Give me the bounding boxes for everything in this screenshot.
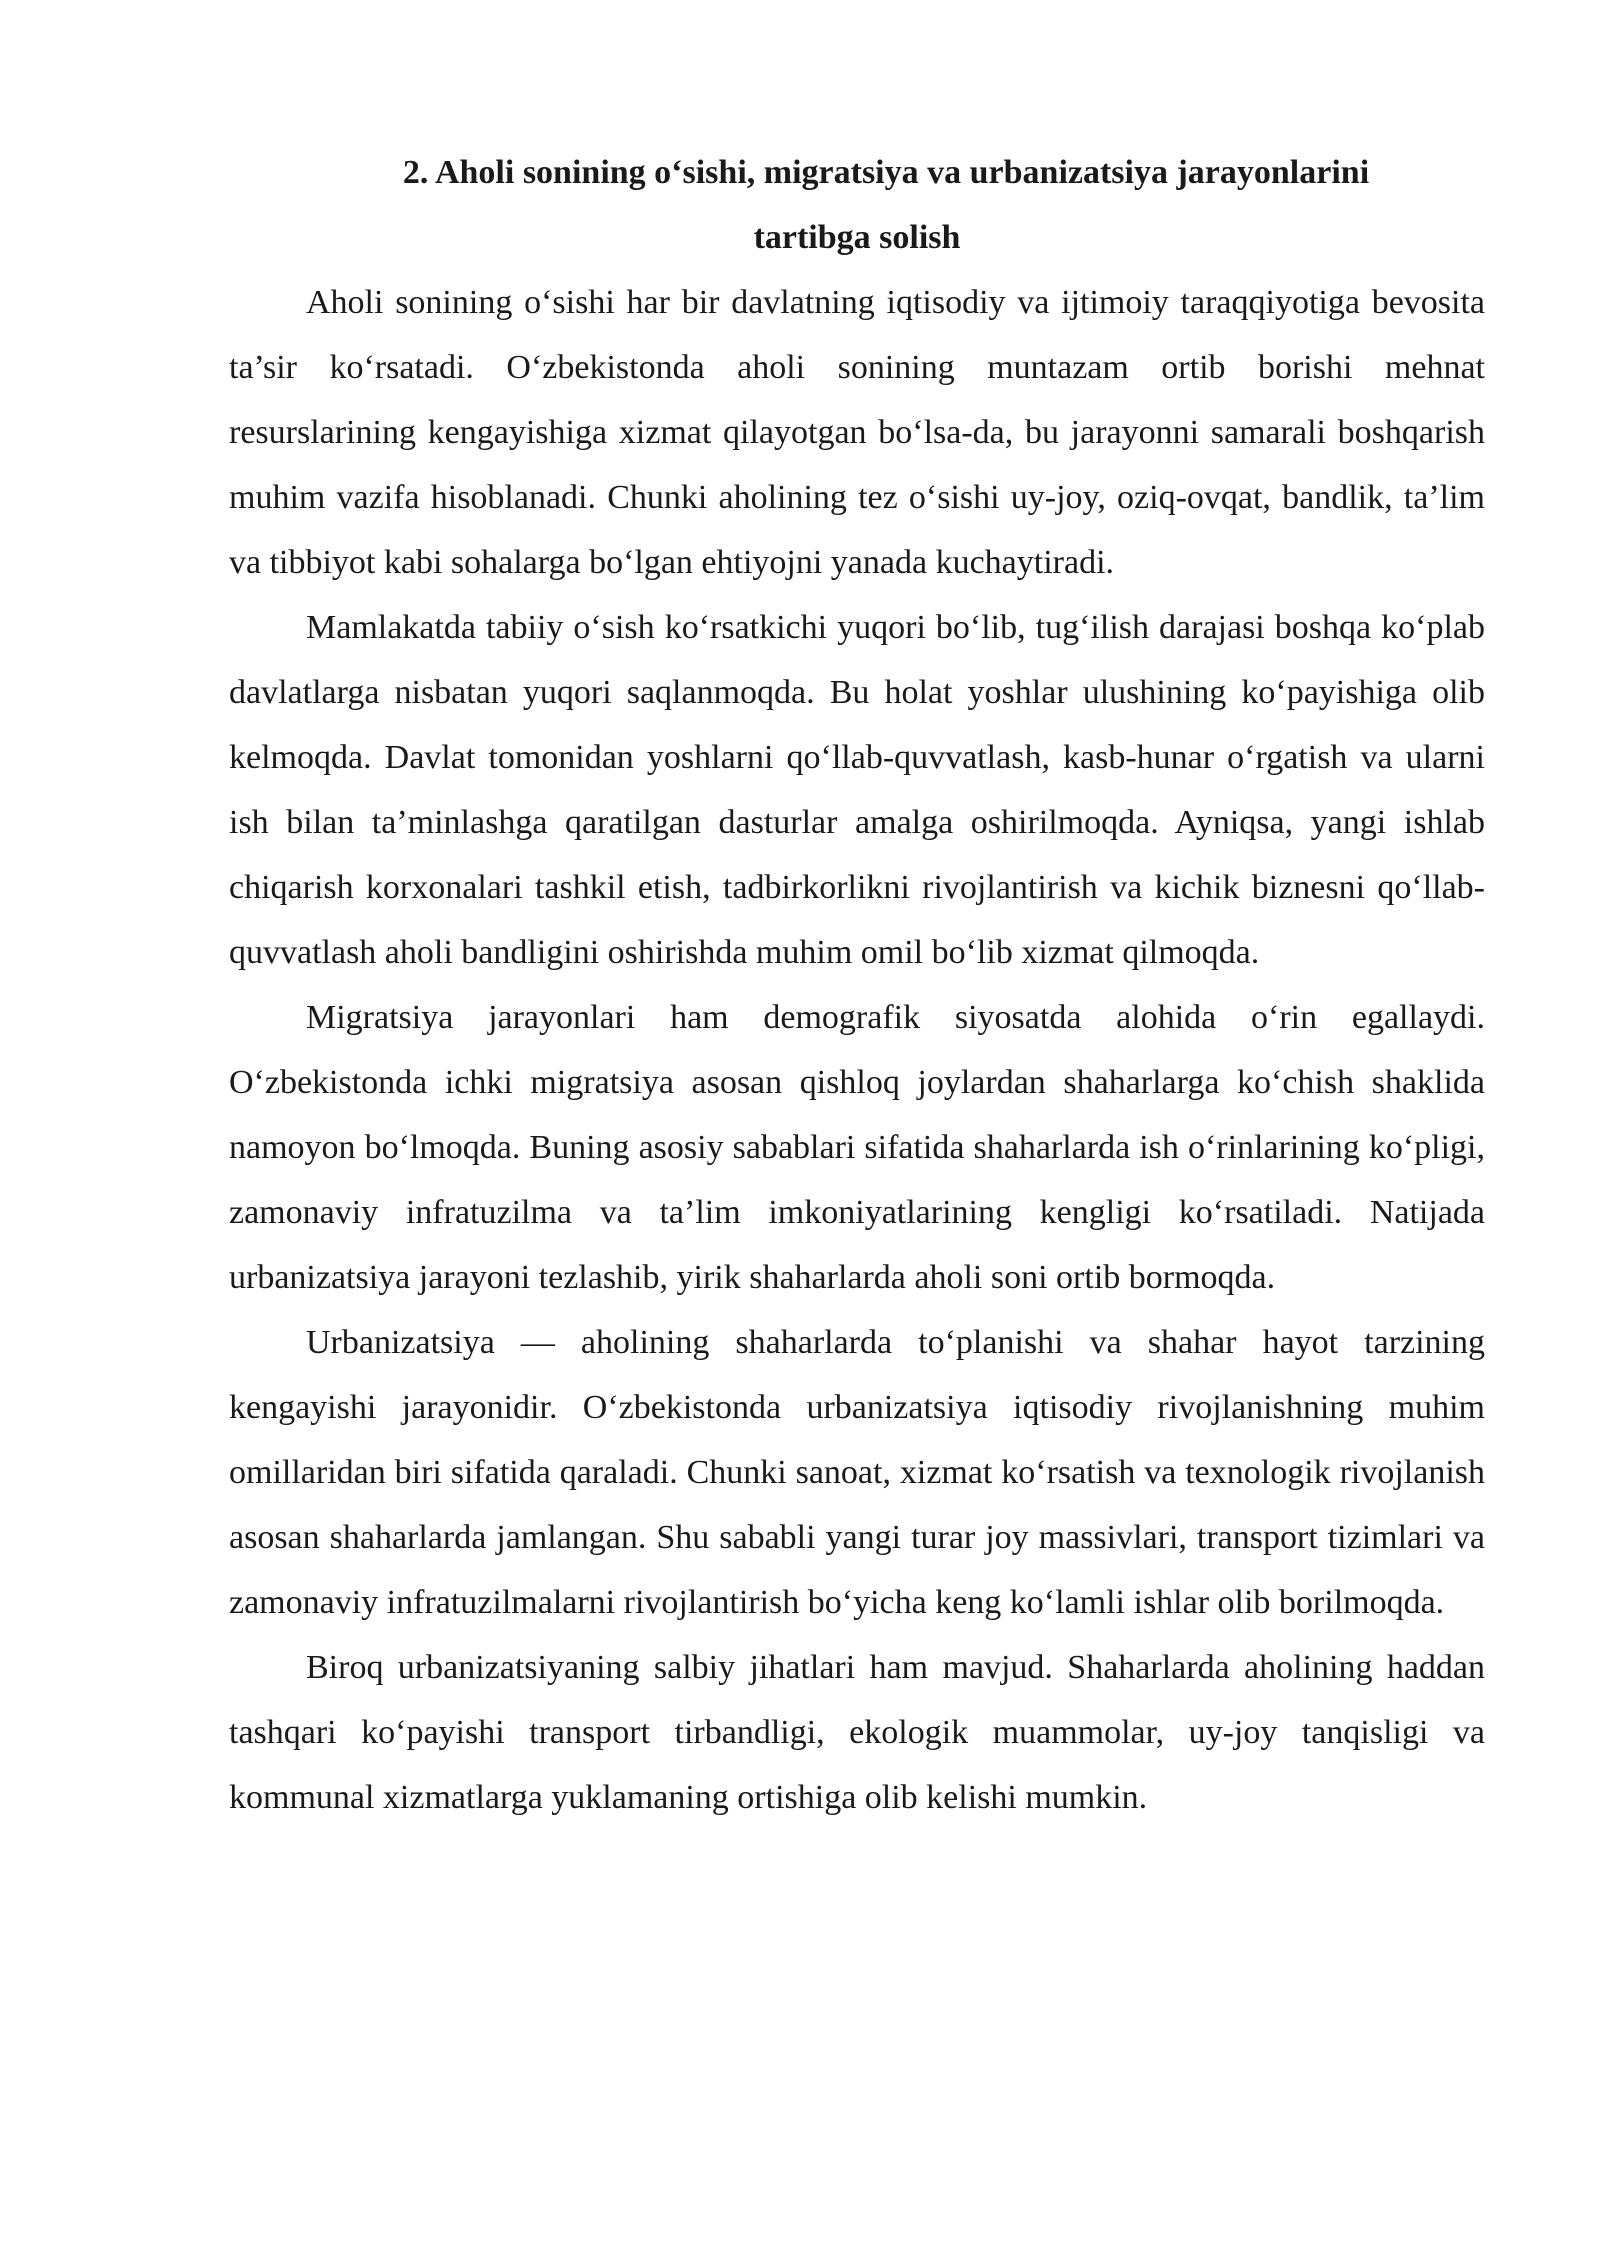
paragraph-population-growth: Aholi sonining o‘sishi har bir davlatning iqtisodiy va ijtimoiy taraqqiyotiga bevosita ta’sir ko‘rsatadi. O‘zbekistonda aholi sonining muntazam ortib borishi mehnat resurslarining kengayishiga xizmat qilayotgan bo‘lsa-da, bu jarayonni samarali boshqarish muhim vazifa hisoblanadi. Chunki aholining tez o‘sishi uy-joy, oziq-ovqat, bandlik, ta’lim va tibbiyot kabi sohalarga bo‘lgan ehtiyojni yanada kuchaytiradi.: [229, 284, 1485, 581]
document-body: [229, 140, 1485, 1830]
section-title: [229, 140, 1485, 270]
section-title-line-1: 2. Aholi sonining o‘sishi, migratsiya va urbanizatsiya jarayonlarini: [402, 154, 1370, 191]
paragraph-urbanization-drawbacks: Biroq urbanizatsiyaning salbiy jihatlari ham mavjud. Shaharlarda aholining haddan tashqari ko‘payishi transport tirbandligi, ekologik muammolar, uy-joy tanqisligi va kommunal xizmatlarga yuklamaning ortishiga olib kelishi mumkin.: [229, 1649, 1485, 1816]
paragraph-urbanization: Urbanizatsiya — aholining shaharlarda to‘planishi va shahar hayot tarzining kengayishi jarayonidir. O‘zbekistonda urbanizatsiya iqtisodiy rivojlanishning muhim omillaridan biri sifatida qaraladi. Chunki sanoat, xizmat ko‘rsatish va texnologik rivojlanish asosan shaharlarda jamlangan. Shu sababli yangi turar joy massivlari, transport tizimlari va zamonaviy infratuzilmalarni rivojlantirish bo‘yicha keng ko‘lamli ishlar olib borilmoqda.: [229, 1324, 1485, 1621]
paragraph-migration: Migratsiya jarayonlari ham demografik siyosatda alohida o‘rin egallaydi. O‘zbekistonda ichki migratsiya asosan qishloq joylardan shaharlarga ko‘chish shaklida namoyon bo‘lmoqda. Buning asosiy sabablari sifatida shaharlarda ish o‘rinlarining ko‘pligi, zamonaviy infratuzilma va ta’lim imkoniyatlarining kengligi ko‘rsatiladi. Natijada urbanizatsiya jarayoni tezlashib, yirik shaharlarda aholi soni ortib bormoqda.: [229, 999, 1485, 1296]
section-title-line-2: tartibga solish: [753, 219, 961, 256]
paragraph-natural-growth: Mamlakatda tabiiy o‘sish ko‘rsatkichi yuqori bo‘lib, tug‘ilish darajasi boshqa ko‘plab davlatlarga nisbatan yuqori saqlanmoqda. Bu holat yoshlar ulushining ko‘payishiga olib kelmoqda. Davlat tomonidan yoshlarni qo‘llab-quvvatlash, kasb-hunar o‘rgatish va ularni ish bilan ta’minlashga qaratilgan dasturlar amalga oshirilmoqda. Ayniqsa, yangi ishlab chiqarish korxonalari tashkil etish, tadbirkorlikni rivojlantirish va kichik biznesni qo‘llab-quvvatlash aholi bandligini oshirishda muhim omil bo‘lib xizmat qilmoqda.: [229, 609, 1485, 971]
